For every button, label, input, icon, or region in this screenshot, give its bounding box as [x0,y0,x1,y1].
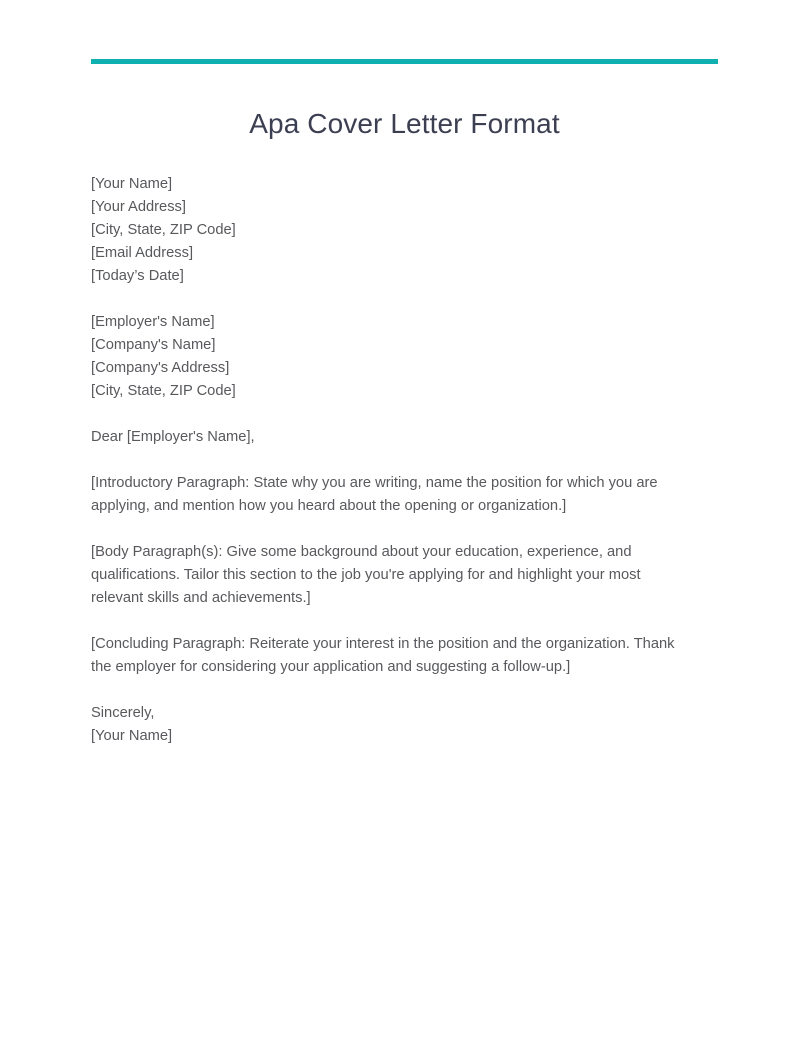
closing-block [91,702,686,748]
letter-body [91,141,686,748]
introductory-paragraph: [Introductory Paragraph: State why you are writing, name the position for which you are applying, and mention how you heard about the opening or organization.] [91,475,658,514]
sender-line: [Your Name] [91,176,173,192]
recipient-line: [City, State, ZIP Code] [91,383,236,399]
page-title: Apa Cover Letter Format [249,108,560,139]
sender-line: [Email Address] [91,245,194,261]
recipient-line: [Company's Name] [91,337,216,353]
closing-line: Sincerely, [91,705,155,721]
sender-address-block [91,173,686,288]
recipient-address-block [91,311,686,403]
closing-line: [Your Name] [91,728,173,744]
document-content [91,0,718,748]
recipient-line: [Company's Address] [91,360,230,376]
sender-line: [Today’s Date] [91,268,184,284]
salutation: Dear [Employer's Name], [91,429,255,445]
body-paragraph: [Body Paragraph(s): Give some background about your education, experience, and qualifications. Tailor this section to the job you're applying for and highlight your most relevant skills and achievements.] [91,544,641,606]
concluding-paragraph: [Concluding Paragraph: Reiterate your interest in the position and the organization. Thank the employer for considering your application and suggesting a follow-up.] [91,636,675,675]
recipient-line: [Employer's Name] [91,314,215,330]
sender-line: [City, State, ZIP Code] [91,222,236,238]
sender-line: [Your Address] [91,199,186,215]
